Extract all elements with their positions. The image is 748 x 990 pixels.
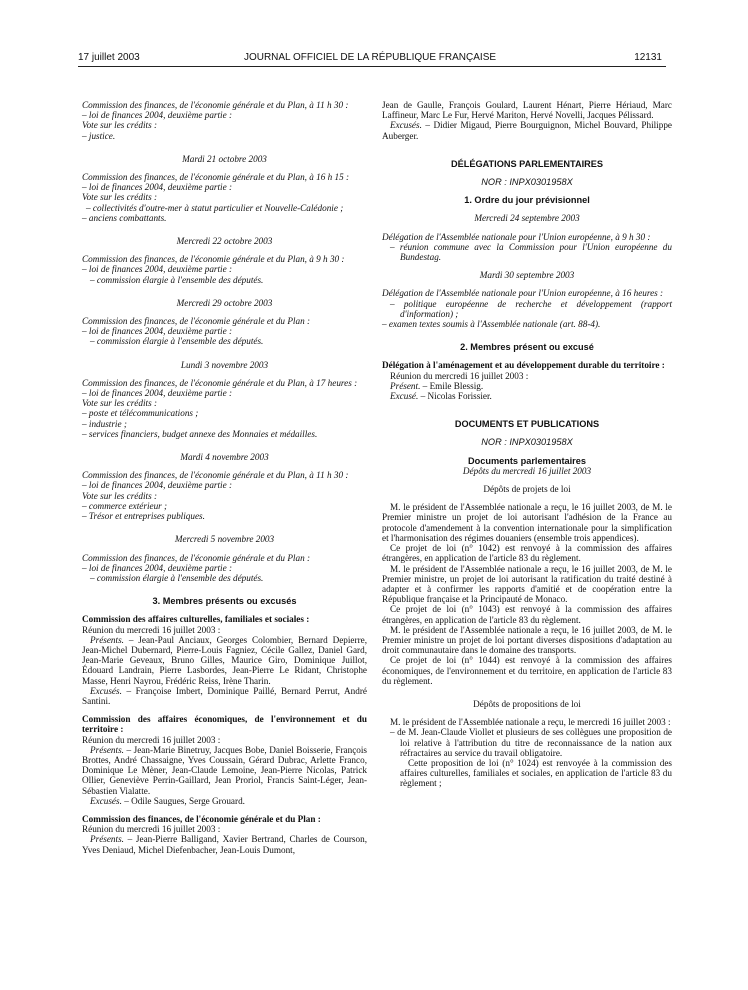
excuse-names: – Françoise Imbert, Dominique Paillé, Bernard Perrut, André Santini. [82, 685, 367, 706]
paragraph: M. le président de l'Assemblée nationale a reçu, le mercredi 16 juillet 2003 : [390, 717, 671, 728]
right-column [382, 100, 672, 789]
left-column [82, 100, 367, 855]
block-commission: Commission des finances, de l'économie générale et du Plan : [82, 552, 311, 563]
paragraph: M. le président de l'Assemblée nationale a reçu, le 16 juillet 2003, de M. le Premier ministre, un projet de loi autorisant la ratification du traité destiné à adapter et à confirmer les rapports d'amitié et de coopération entre la République française et la Principauté de Monaco. [382, 563, 672, 605]
block-date: Mardi 21 octobre 2003 [182, 153, 267, 164]
excuse-list [82, 686, 367, 706]
block-commission: Commission des finances, de l'économie générale et du Plan, à 11 h 30 : [82, 100, 349, 110]
delegation-heading: Délégation à l'aménagement et au développement durable du territoire : [382, 360, 665, 371]
paragraph: – de M. Jean-Claude Viollet et plusieurs de ses collègues une proposition de loi relative à l'attribution du titre de reconnaissance de la nation aux réfractaires au service du travail obligatoire. [390, 727, 672, 758]
block-item: – commission élargie à l'ensemble des députés. [90, 572, 264, 583]
block-item: – loi de finances 2004, deuxième partie : [82, 480, 233, 491]
reunion-line: Réunion du mercredi 16 juillet 2003 : [82, 734, 221, 745]
header-rule [78, 66, 666, 67]
excuse-label: Excusé. [390, 391, 419, 402]
present-names: – Jean-Pierre Balligand, Xavier Bertrand, Charles de Courson, Yves Deniaud, Michel Diefenbacher, Jean-Louis Dumont, [82, 834, 367, 855]
commission-heading: Commission des affaires économiques, de l'environnement et du territoire : [82, 714, 367, 735]
block-item: Vote sur les crédits : [82, 398, 158, 409]
block-item: – examen textes soumis à l'Assemblée nationale (art. 88-4). [382, 319, 601, 330]
header-date: 17 juillet 2003 [78, 52, 140, 63]
header-journal-title: JOURNAL OFFICIEL DE LA RÉPUBLIQUE FRANÇAISE [243, 52, 497, 63]
block-commission: Commission des finances, de l'économie générale et du Plan, à 17 heures : [82, 377, 358, 388]
present-list [82, 834, 367, 854]
reunion-line: Réunion du mercredi 16 juillet 2003 : [82, 824, 221, 835]
present-label: Présent. [390, 380, 421, 391]
excuse-list [382, 120, 672, 140]
excuse-label: Excusés. [90, 795, 122, 806]
block-date: Dépôts du mercredi 16 juillet 2003 [462, 465, 592, 476]
block-item: – commission élargie à l'ensemble des députés. [90, 336, 264, 347]
paragraph: M. le président de l'Assemblée nationale a reçu, le 16 juillet 2003, de M. le Premier ministre un projet de loi autorisant l'adhésion de la France au protocole d'amendement à la convention internationale pour la simplification et l'harmonisation des régimes douaniers (ensemble trois appendices). [382, 502, 672, 543]
block-item: Vote sur les crédits : [82, 120, 158, 131]
nor-reference: NOR : INPX0301958X [481, 437, 573, 448]
block-item: – services financiers, budget annexe des Monnaies et médailles. [82, 428, 318, 439]
block-item: – loi de finances 2004, deuxième partie : [82, 110, 233, 121]
commission-heading: Commission des affaires culturelles, familiales et sociales : [82, 614, 310, 625]
section-title: 3. Membres présents ou excusés [152, 596, 297, 607]
present-list [82, 635, 367, 686]
block-item: – loi de finances 2004, deuxième partie : [82, 326, 233, 337]
excuse-list [382, 391, 672, 401]
present-list [382, 381, 672, 391]
excuse-names: – Didier Migaud, Pierre Bourguignon, Michel Bouvard, Philippe Auberger. [382, 120, 672, 141]
present-label: Présents. [90, 634, 124, 645]
present-label: Présents. [90, 744, 124, 755]
block-item: – loi de finances 2004, deuxième partie : [82, 388, 233, 399]
paragraph: Ce projet de loi (n° 1043) est renvoyé à la commission des affaires étrangères, en application de l'article 83 du règlement. [382, 604, 672, 625]
excuse-names: – Odile Saugues, Serge Grouard. [121, 795, 245, 806]
block-commission: Délégation de l'Assemblée nationale pour l'Union européenne, à 16 heures : [382, 288, 664, 299]
paragraph: M. le président de l'Assemblée nationale a reçu, le 16 juillet 2003, de M. le Premier ministre un projet de loi portant diverses dispositions d'adaptation au droit communautaire dans le domaine des transports. [382, 624, 672, 656]
block-item: – industrie ; [82, 418, 127, 429]
block-commission: Commission des finances, de l'économie générale et du Plan, à 16 h 15 : [82, 172, 350, 183]
block-item: – commerce extérieur ; [82, 500, 168, 511]
block-date: Mercredi 24 septembre 2003 [474, 213, 580, 224]
section-title: DOCUMENTS ET PUBLICATIONS [454, 419, 600, 430]
present-names: – Jean-Paul Anciaux, Georges Colombier, Bernard Depierre, Jean-Michel Dubernard, Pierre-Louis Fagniez, Cécile Gallez, Daniel Gard, Jean-Marie Geveaux, Bruno Gilles, Maurice Giro, Dominique Juillot, Édouard Landrain, Pierre Lasbordes, Jean-Pierre Le Ridant, Christophe Masse, Henri Nayrou, Frédéric Reiss, Irène Tharin. [82, 634, 367, 686]
block-item: – anciens combattants. [82, 212, 167, 223]
block-item: – loi de finances 2004, deuxième partie : [82, 182, 233, 193]
excuse-list [82, 796, 367, 806]
block-date: Mercredi 29 octobre 2003 [176, 297, 273, 308]
block-commission: Commission des finances, de l'économie générale et du Plan, à 9 h 30 : [82, 254, 345, 265]
block-item: – Trésor et entreprises publiques. [82, 511, 205, 522]
excuse-label: Excusés. [390, 120, 422, 131]
block-item: – collectivités d'outre-mer à statut particulier et Nouvelle-Calédonie ; [86, 202, 344, 213]
block-item: – loi de finances 2004, deuxième partie : [82, 562, 233, 573]
block-date: Mercredi 22 octobre 2003 [176, 236, 273, 247]
commission-heading: Commission des finances, de l'économie générale et du Plan : [82, 813, 321, 824]
block-date: Mardi 30 septembre 2003 [479, 270, 575, 281]
block-item: Vote sur les crédits : [82, 490, 158, 501]
block-date: Mardi 4 novembre 2003 [180, 452, 269, 463]
block-date: Mercredi 5 novembre 2003 [174, 534, 275, 545]
block-commission: Commission des finances, de l'économie générale et du Plan, à 11 h 30 : [82, 470, 349, 481]
block-date: Lundi 3 novembre 2003 [180, 359, 269, 370]
present-names: – Jean-Marie Binetruy, Jacques Bobe, Daniel Boisserie, François Brottes, André Chassaigne, Yves Coussain, Gérard Dubrac, Arlette Franco, Dominique Le Mèner, Jean-Claude Lemoine, Jean-Pierre Nicolas, Patrick Ollier, Geneviève Perrin-Gaillard, Jean Proriol, Francis Saint-Léger, Jean-Sébastien Vialatte. [82, 744, 367, 796]
block-item: – poste et télécommunications ; [82, 408, 199, 419]
excuse-names: – Nicolas Forissier. [418, 391, 492, 402]
block-item: Vote sur les crédits : [82, 192, 158, 203]
block-commission: Commission des finances, de l'économie générale et du Plan : [82, 316, 311, 327]
deposit-heading: Dépôts de projets de loi [483, 484, 571, 495]
block-commission: Délégation de l'Assemblée nationale pour l'Union européenne, à 9 h 30 : [382, 231, 651, 242]
subsection-title: 1. Ordre du jour prévisionnel [464, 195, 590, 206]
present-list [82, 745, 367, 796]
block-item: – politique européenne de recherche et développement (rapport d'information) ; [390, 298, 672, 319]
subsection-title: 2. Membres présent ou excusé [460, 342, 594, 353]
continued-names: Jean de Gaulle, François Goulard, Laurent Hénart, Pierre Hériaud, Marc Laffineur, Marc Le Fur, Hervé Mariton, Hervé Novelli, Jacques Pélissard. [382, 100, 672, 121]
present-label: Présents. [90, 834, 124, 845]
subsection-title: Documents parlementaires [468, 455, 586, 466]
section-title: DÉLÉGATIONS PARLEMENTAIRES [450, 158, 604, 169]
paragraph: Ce projet de loi (n° 1042) est renvoyé à la commission des affaires étrangères, en application de l'article 83 du règlement. [382, 543, 672, 564]
reunion-line: Réunion du mercredi 16 juillet 2003 : [390, 370, 529, 381]
present-names: – Emile Blessig. [420, 380, 484, 391]
page-header [78, 52, 662, 66]
paragraph: Cette proposition de loi (n° 1024) est renvoyée à la commission des affaires culturelles, familiales et sociales, en application de l'article 83 du règlement ; [400, 757, 672, 789]
deposit-heading: Dépôts de propositions de loi [473, 698, 581, 709]
block-item: – loi de finances 2004, deuxième partie : [82, 264, 233, 275]
reunion-line: Réunion du mercredi 16 juillet 2003 : [82, 624, 221, 635]
paragraph: Ce projet de loi (n° 1044) est renvoyé à la commission des affaires économiques, de l'environnement et du territoire, en application de l'article 83 du règlement. [382, 655, 672, 686]
block-item: – réunion commune avec la Commission pour l'Union européenne du Bundestag. [390, 241, 672, 263]
excuse-label: Excusés. [90, 685, 122, 696]
block-item: – justice. [82, 130, 116, 141]
header-page-number: 12131 [634, 52, 662, 63]
block-item: – commission élargie à l'ensemble des députés. [90, 274, 264, 285]
nor-reference: NOR : INPX0301958X [481, 177, 573, 188]
